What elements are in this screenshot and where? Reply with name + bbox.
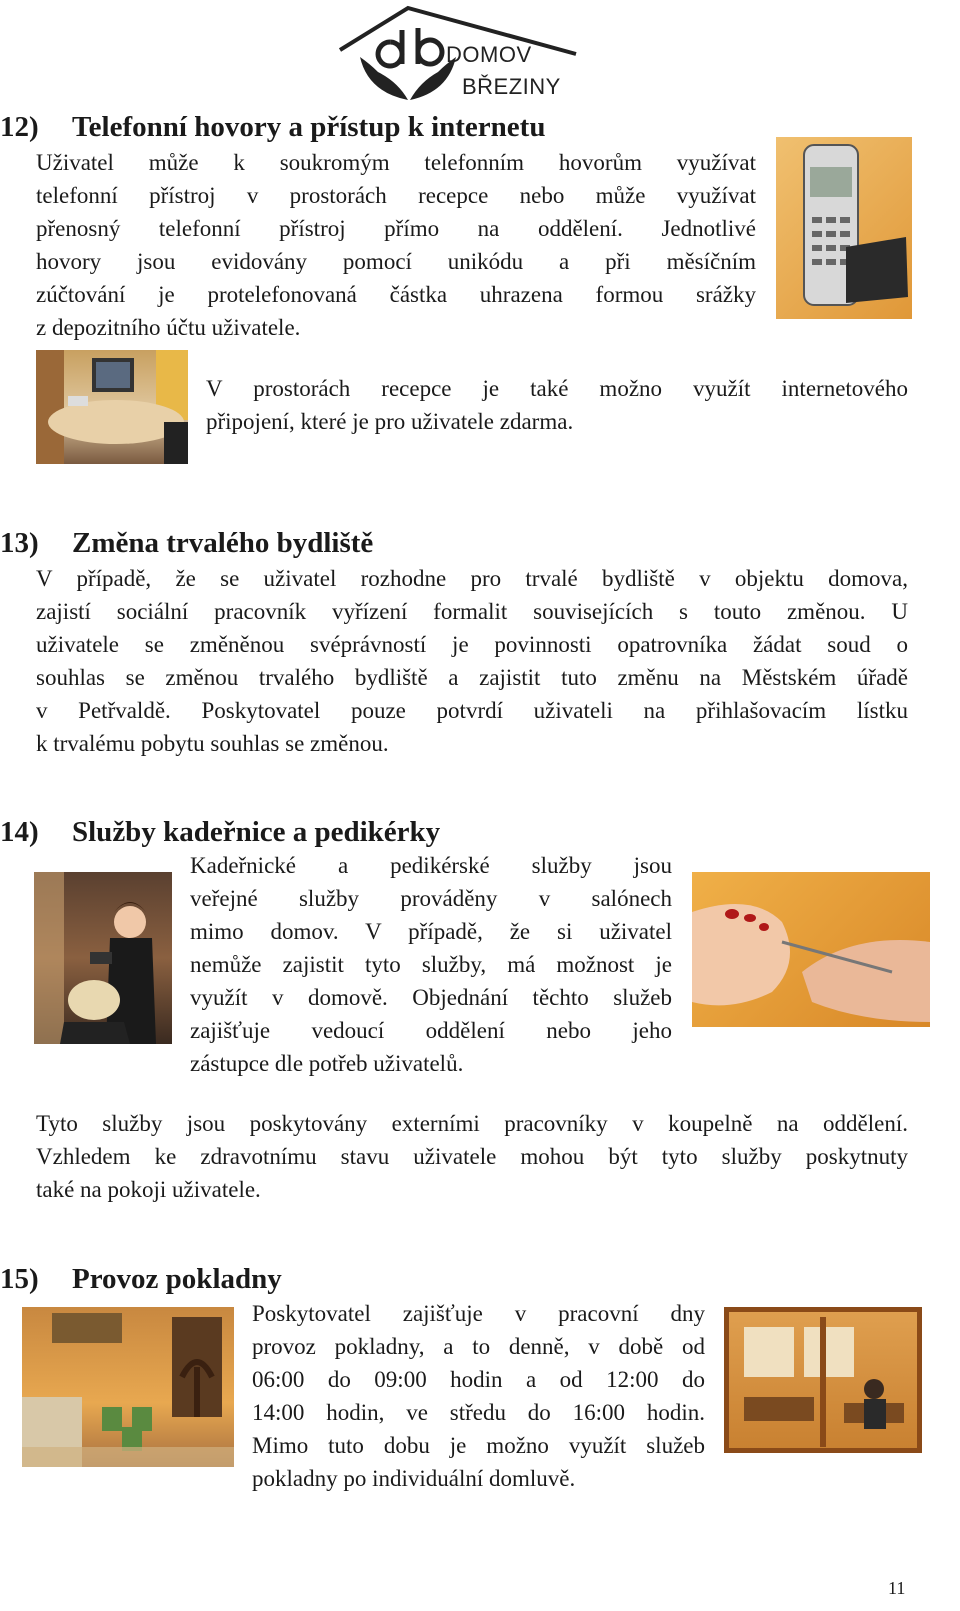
section-number: 14) [0,816,39,848]
text-line: telefonní přístroj v prostorách recepce nebo může využívat [36,183,756,208]
section-15-heading [0,1262,282,1296]
text-line: V případě, že se uživatel rozhodne pro trvalé bydliště v objektu domova, [36,566,908,591]
text-line: pokladny po individuální domluvě. [252,1466,576,1491]
text-line: 06:00 do 09:00 hodin a od 12:00 do [252,1367,705,1392]
text-line: využít v domově. Objednání těchto služeb [190,985,672,1010]
text-line: provoz pokladny, a to denně, v době od [252,1334,705,1359]
text-line: Poskytovatel zajišťuje v pracovní dny [252,1301,705,1326]
text-line: Uživatel může k soukromým telefonním hovorům využívat [36,150,756,175]
section-13-paragraph [36,562,908,760]
phone-photo [776,137,912,319]
pedicure-photo [692,872,930,1027]
hairdresser-photo [34,872,172,1044]
logo [338,2,578,102]
section-13-heading [0,526,373,560]
text-line: zajistí sociální pracovník vyřízení formalit souvisejících s touto změnou. U [36,599,908,624]
text-line: Vzhledem ke zdravotnímu stavu uživatele mohou být tyto služby poskytnuty [36,1144,908,1169]
page-number: 11 [888,1578,906,1598]
text-line: veřejné služby prováděny v salónech [190,886,672,911]
lobby-photo [22,1307,234,1467]
reception-computer-photo [36,350,188,464]
section-number: 13) [0,527,39,559]
text-line: zúčtování je protelefonovaná částka uhrazena formou srážky [36,282,756,307]
section-title: Služby kadeřnice a pedikérky [72,816,441,848]
section-title: Provoz pokladny [72,1263,282,1295]
text-line: z depozitního účtu uživatele. [36,315,301,340]
text-line: nemůže zajistit tyto služby, má možnost je [190,952,672,977]
text-line: v Petřvaldě. Poskytovatel pouze potvrdí uživateli na přihlašovacím lístku [36,698,908,723]
section-title: Změna trvalého bydliště [72,527,374,559]
logo-text-domov: DOMOV [446,42,532,67]
section-12-paragraph-1 [36,146,756,344]
text-line: přenosný telefonní přístroj přímo na oddělení. Jednotlivé [36,216,756,241]
text-line: připojení, které je pro uživatele zdarma. [206,409,574,434]
text-line: zástupce dle potřeb uživatelů. [190,1051,464,1076]
text-line: k trvalému pobytu souhlas se změnou. [36,731,389,756]
section-14-heading [0,815,440,849]
section-12-paragraph-2 [206,372,908,438]
text-line: také na pokoji uživatele. [36,1177,261,1202]
section-12-heading [0,110,545,144]
section-15-paragraph [252,1297,705,1495]
text-line: Mimo tuto dobu je možno využít služeb [252,1433,705,1458]
text-line: Kadeřnické a pedikérské služby jsou [190,853,672,878]
text-line: 14:00 hodin, ve středu do 16:00 hodin. [252,1400,705,1425]
section-14-paragraph-2 [36,1107,908,1206]
text-line: zajišťuje vedoucí oddělení nebo jeho [190,1018,672,1043]
section-number: 12) [0,111,39,143]
text-line: mimo domov. V případě, že si uživatel [190,919,672,944]
text-line: hovory jsou evidovány pomocí unikódu a při měsíčním [36,249,756,274]
text-line: uživatele se změněnou svéprávností je povinnosti opatrovníka žádat soud o [36,632,908,657]
section-title: Telefonní hovory a přístup k internetu [72,111,546,143]
logo-text-breziny: BŘEZINY [462,74,561,99]
section-number: 15) [0,1263,39,1295]
text-line: Tyto služby jsou poskytovány externími pracovníky v koupelně na oddělení. [36,1111,908,1136]
text-line: V prostorách recepce je také možno využít internetového [206,376,908,401]
cash-desk-photo [724,1307,922,1453]
text-line: souhlas se změnou trvalého bydliště a zajistit tuto změnu na Městském úřadě [36,665,908,690]
section-14-paragraph-1 [190,849,672,1080]
